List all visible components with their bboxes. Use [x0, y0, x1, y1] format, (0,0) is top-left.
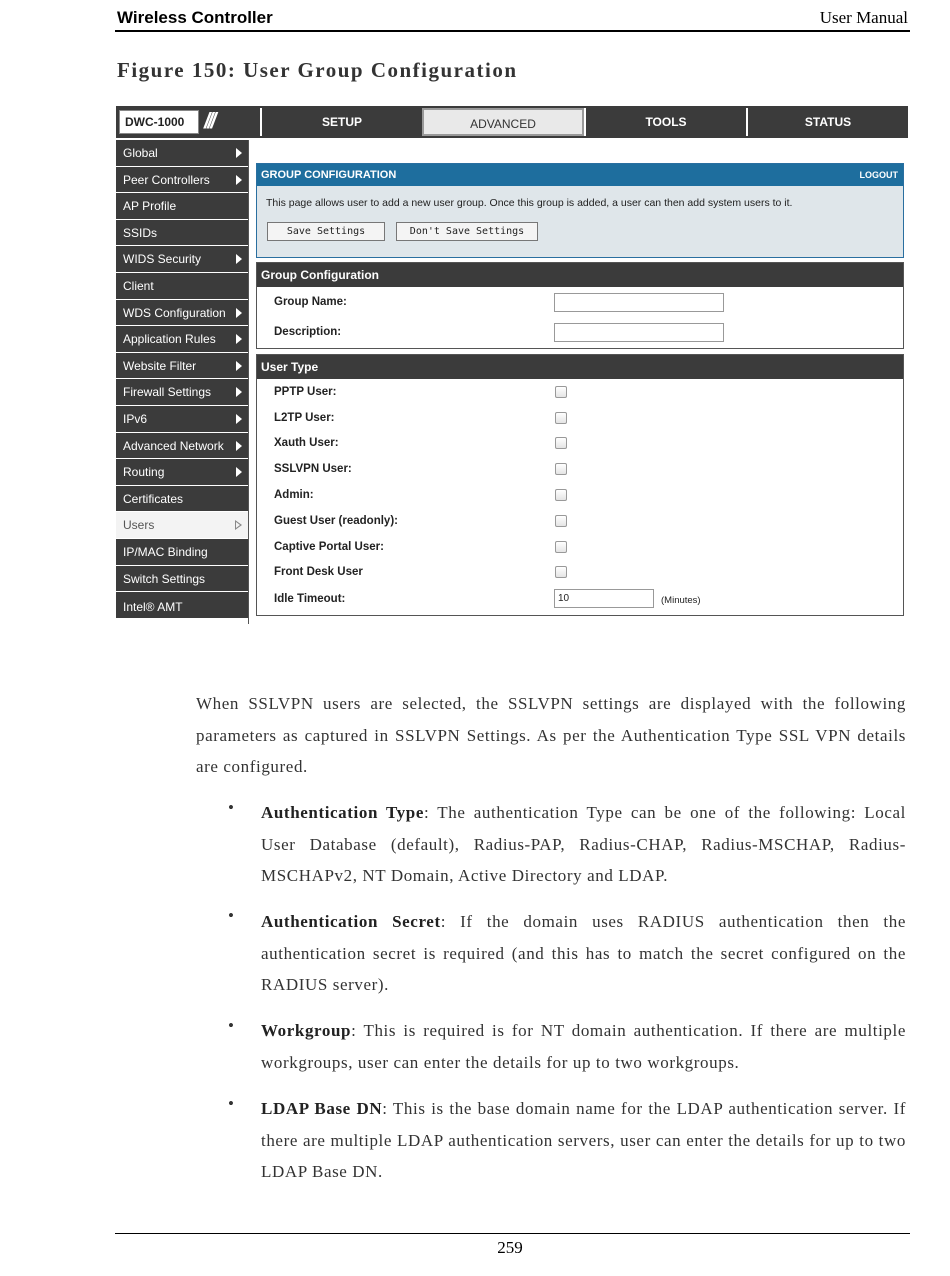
idle-timeout-unit: (Minutes) [661, 595, 701, 606]
user-type-label: SSLVPN User: [274, 463, 352, 475]
user-type-section [256, 354, 904, 616]
user-type-label: Admin: [274, 489, 314, 501]
sidebar-item-label: Peer Controllers [123, 172, 210, 187]
save-settings-button[interactable]: Save Settings [267, 222, 385, 241]
description-input[interactable] [554, 323, 724, 342]
sidebar-item-label: Global [123, 146, 158, 160]
idle-timeout-input[interactable]: 10 [554, 589, 654, 608]
tab-status[interactable]: STATUS [746, 108, 908, 136]
sidebar-item-peer-controllers[interactable] [116, 167, 248, 194]
tab-setup[interactable]: SETUP [260, 108, 422, 136]
sidebar [116, 140, 249, 624]
sslvpn-user-checkbox[interactable] [555, 463, 567, 475]
bullet-text: : This is the base domain name for the LDAP authentication server. If there are multiple LDAP authentication servers, user can enter the details for up to two LDAP Base DN. [261, 1099, 906, 1182]
sidebar-item-label: AP Profile [123, 199, 177, 214]
sidebar-item-label: Firewall Settings [123, 385, 212, 400]
chevron-right-icon [236, 387, 242, 397]
user-type-label: Front Desk User [274, 566, 363, 578]
panel-title: GROUP CONFIGURATION [261, 169, 397, 181]
bullet-term: LDAP Base DN [261, 1099, 383, 1118]
section-title: User Type [257, 355, 903, 379]
group-name-input[interactable] [554, 293, 724, 312]
top-nav-bar [116, 106, 908, 138]
sidebar-item-ipv6[interactable] [116, 406, 248, 433]
l2tp-user-checkbox[interactable] [555, 412, 567, 424]
sidebar-item-client[interactable] [116, 273, 248, 300]
sidebar-item-label: Website Filter [123, 358, 197, 373]
section-title: Group Configuration [257, 263, 903, 287]
sidebar-item-switch-settings[interactable] [116, 566, 248, 593]
header-subtitle: User Manual [819, 8, 908, 27]
chevron-right-icon [236, 148, 242, 158]
footer-divider [115, 1233, 910, 1234]
chevron-right-icon [236, 414, 242, 424]
sidebar-item-ssids[interactable] [116, 220, 248, 247]
sidebar-item-label: Client [123, 278, 154, 293]
header-title: Wireless Controller [117, 8, 273, 27]
sidebar-item-label: Application Rules [123, 332, 216, 347]
chevron-right-icon [236, 467, 242, 477]
sidebar-item-global[interactable] [116, 140, 248, 167]
sidebar-item-ap-profile[interactable] [116, 193, 248, 220]
bullet-icon: • [228, 906, 234, 925]
chevron-right-icon [236, 175, 242, 185]
idle-timeout-label: Idle Timeout: [274, 593, 346, 605]
sidebar-item-label: Advanced Network [123, 438, 224, 453]
chevron-right-icon [236, 334, 242, 344]
sidebar-item-label: Switch Settings [123, 571, 206, 586]
bullet-text: : This is required is for NT domain authentication. If there are multiple workgroups, user can enter the details for up to two workgroups. [261, 1021, 906, 1072]
sidebar-item-label: Intel® AMT [123, 600, 183, 615]
bullet-authentication-secret [261, 906, 906, 1001]
sidebar-item-wds-configuration[interactable] [116, 300, 248, 327]
bullet-workgroup [261, 1015, 906, 1078]
sidebar-item-label: Routing [123, 465, 165, 480]
bullet-icon: • [228, 1016, 234, 1035]
sidebar-item-users[interactable] [116, 512, 248, 539]
guest-user-checkbox[interactable] [555, 515, 567, 527]
sidebar-item-routing[interactable] [116, 459, 248, 486]
chevron-right-icon [236, 361, 242, 371]
sidebar-item-label: IPv6 [123, 411, 148, 426]
sidebar-item-label: Certificates [123, 491, 184, 506]
captive-portal-user-checkbox[interactable] [555, 541, 567, 553]
bullet-icon: • [228, 1094, 234, 1113]
document-header [115, 6, 910, 32]
user-type-label: L2TP User: [274, 412, 335, 424]
page-number: 259 [497, 1238, 523, 1257]
bullet-ldap-base-dn [261, 1093, 906, 1188]
group-name-label: Group Name: [274, 296, 347, 308]
sidebar-item-label: Users [123, 518, 155, 533]
bullet-term: Authentication Type [261, 803, 424, 822]
logout-link[interactable]: LOGOUT [859, 170, 898, 180]
ui-screenshot [116, 106, 908, 624]
sidebar-item-advanced-network[interactable] [116, 433, 248, 460]
sidebar-item-label: WDS Configuration [123, 305, 226, 320]
sidebar-item-firewall-settings[interactable] [116, 379, 248, 406]
user-type-label: Xauth User: [274, 437, 339, 449]
bullet-text: : The authentication Type can be one of the following: Local User Database (default), Radius-PAP, Radius-CHAP, Radius-MSCHAP, Radius-MSCHAPv2, NT Domain, Active Directory and LDAP. [261, 803, 906, 886]
bullet-authentication-type [261, 797, 906, 892]
chevron-right-icon [236, 254, 242, 264]
xauth-user-checkbox[interactable] [555, 437, 567, 449]
sidebar-item-certificates[interactable] [116, 486, 248, 513]
figure-title: Figure 150: User Group Configuration [117, 58, 518, 82]
intro-paragraph: When SSLVPN users are selected, the SSLVPN settings are displayed with the following parameters as captured in SSLVPN Settings. As per the Authentication Type SSL VPN details are configured. [196, 694, 906, 777]
bullet-text: : If the domain uses RADIUS authentication then the authentication secret is required (and this has to match the secret configured on the RADIUS server). [261, 912, 906, 995]
user-type-label: PPTP User: [274, 386, 337, 398]
panel-header [257, 164, 903, 186]
description-label: Description: [274, 326, 342, 338]
pptp-user-checkbox[interactable] [555, 386, 567, 398]
sidebar-item-website-filter[interactable] [116, 353, 248, 380]
tab-tools[interactable]: TOOLS [584, 108, 746, 136]
logo-slash-icon: /// [204, 108, 214, 133]
admin-checkbox[interactable] [555, 489, 567, 501]
chevron-right-icon [236, 308, 242, 318]
user-type-label: Guest User (readonly): [274, 515, 398, 527]
chevron-right-icon [236, 441, 242, 451]
dont-save-settings-button[interactable]: Don't Save Settings [396, 222, 538, 241]
group-configuration-panel [256, 163, 904, 258]
sidebar-item-ip-mac-binding[interactable] [116, 539, 248, 566]
sidebar-item-label: IP/MAC Binding [123, 544, 208, 559]
bullet-term: Workgroup [261, 1021, 352, 1040]
bullet-icon: • [228, 798, 234, 817]
product-logo: DWC-1000 [119, 110, 199, 134]
tab-advanced[interactable]: ADVANCED [422, 108, 584, 136]
chevron-right-outline-icon [235, 520, 242, 530]
front-desk-user-checkbox[interactable] [555, 566, 567, 578]
user-type-label: Captive Portal User: [274, 541, 384, 553]
bullet-term: Authentication Secret [261, 912, 441, 931]
sidebar-item-label: WIDS Security [123, 252, 202, 267]
sidebar-item-application-rules[interactable] [116, 326, 248, 353]
group-configuration-section [256, 262, 904, 349]
sidebar-item-intel-amt[interactable] [116, 592, 248, 619]
sidebar-item-label: SSIDs [123, 225, 158, 240]
panel-description: This page allows user to add a new user group. Once this group is added, a user can then add system users to it. [266, 197, 793, 209]
sidebar-item-wids-security[interactable] [116, 246, 248, 273]
